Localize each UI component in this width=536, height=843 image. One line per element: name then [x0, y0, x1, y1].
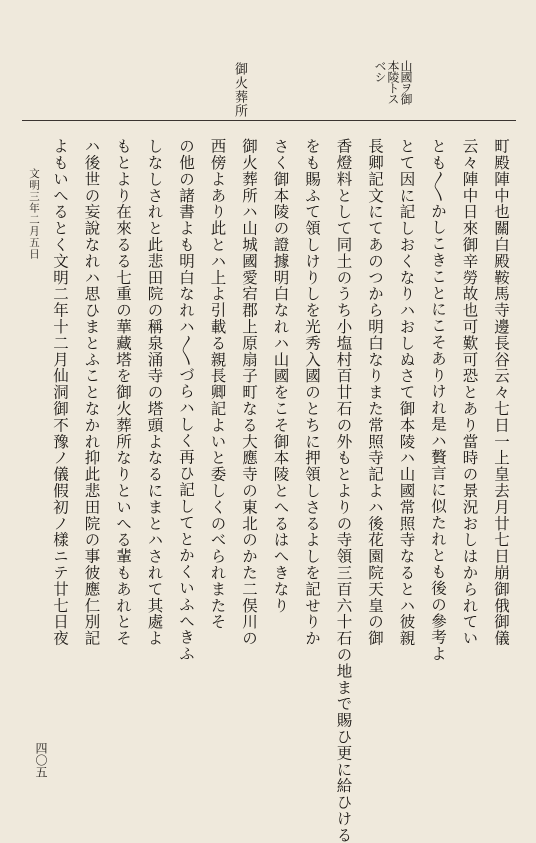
- header-rule: [22, 120, 516, 121]
- text-column: ハ後世の妄說なれハ思ひまとふことなかれ抑此悲田院の事彼應仁別記: [82, 138, 101, 647]
- margin-note-imperial-tomb: [373, 60, 412, 110]
- text-column: よもいへるとく文明二年十二月仙洞御不豫ノ儀假初ノ樣ニテ廿七日夜: [51, 138, 69, 647]
- text-column: もとより在來るる七重の華藏塔を御火葬所なりといへる輩もあれとそ: [114, 138, 132, 647]
- margin-note-line: 山國ヲ御: [399, 60, 413, 104]
- text-column: 御火葬所ハ山城國愛宕郡上原扇子町なる大應寺の東北のかた二俣川の: [240, 138, 258, 647]
- text-column: とて因に記しおくなりハおしぬさて御本陵ハ山國常照寺なるとハ彼親: [397, 138, 416, 647]
- text-column: 長卿記文にてあのつから明白なりまた常照寺記よハ後花園院天皇の御: [366, 138, 384, 647]
- text-column: とも〳〵かしこきことにこそありけれ是ハ贅言に似たれとも後の參考よ: [429, 138, 447, 662]
- margin-note-line: 本陵トス: [386, 60, 400, 104]
- margin-date: 文明三年二月五日: [28, 168, 40, 260]
- text-column: をも賜ふて領しけりしを光秀入國のとちに押領しさるよしを記せりか: [303, 138, 321, 647]
- page-number: 四〇五: [34, 742, 48, 778]
- margin-note-line: ベシ: [373, 60, 387, 82]
- body-text: [44, 138, 517, 843]
- text-column: さく御本陵の證據明白なれハ山國をこそ御本陵とへるはへきなり: [271, 138, 290, 614]
- margin-note-cremation-site: 御火葬所: [232, 62, 247, 118]
- text-column: 云々陣中日來御辛勞故也可歎可恐とあり當時の景況おしはかられてい: [460, 138, 479, 647]
- text-column: の他の諸書よも明白なれハ〳〵づらハしく再ひ記してとかくいふへきふ: [177, 138, 195, 662]
- text-column: しなしされと此悲田院の稱泉涌寺の塔頭よなるにまとハされて其處よ: [145, 138, 164, 647]
- text-column: 西傍よあり此とハ上よ引載る親長卿記よいと委しくのべられまたそ: [208, 138, 227, 630]
- text-column: 香燈料として同土のうち小塩村百廿石の外もとよりの寺領三百六十石の地まで賜ひ更に給ひける: [334, 138, 353, 843]
- text-column: 町殿陣中也關白殿鞍馬寺邊長谷云々七日一上皇去月廿七日崩御俄御儀: [492, 138, 510, 647]
